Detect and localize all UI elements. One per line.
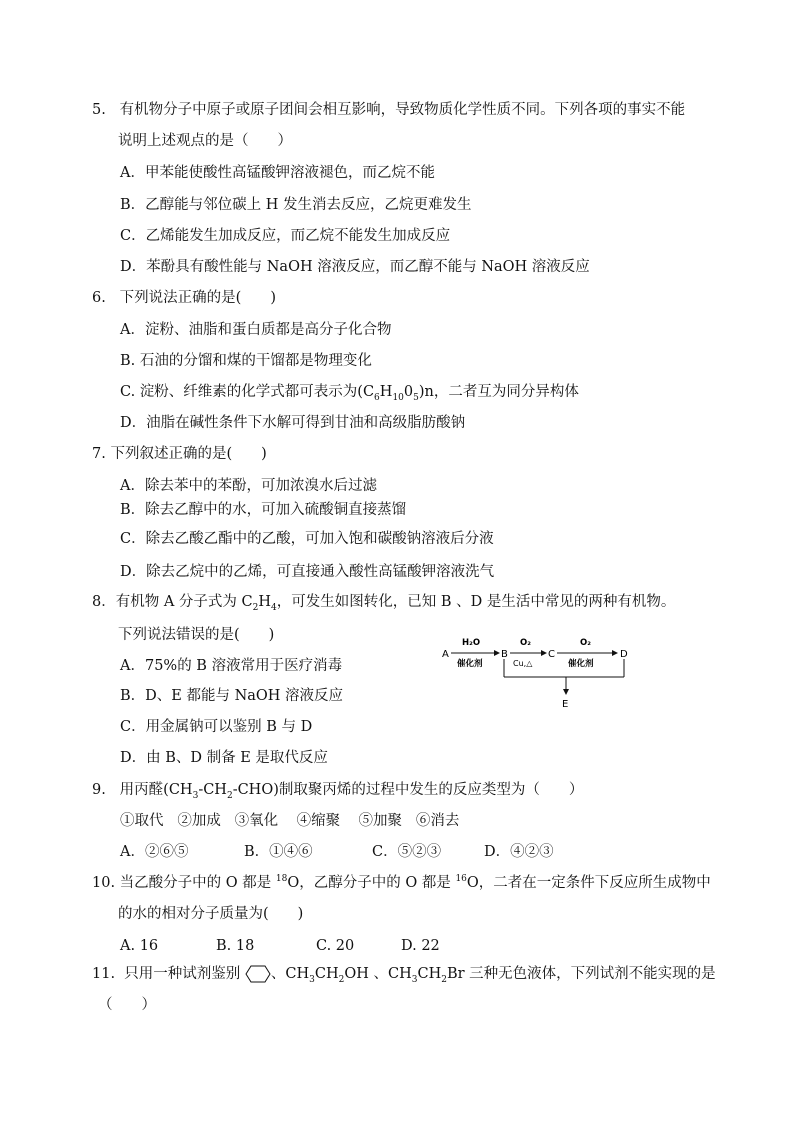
q11-stem-line2: （ ） [98,997,156,1013]
q10-number: 10. [92,875,116,891]
diagram-node-a: A [442,649,449,660]
diagram-r2-top: O₂ [520,638,531,648]
q9-stem-line: 9. 用丙醛$(CH_3-CH_2-CHO)$制取聚丙烯的过程中发生的反应类型为（ ） [92,782,584,801]
q9-option-b: B．①④⑥ [244,844,313,860]
q5-number: 5. [92,102,106,118]
q6-option-d: D．油脂在碱性条件下水解可得到甘油和高级脂肪酸钠 [120,415,466,431]
q6-stem: 下列说法正确的是( ) [119,290,276,306]
q10-option-a: A. 16 [120,938,159,954]
q7-stem-line: 7. 下列叙述正确的是( ) [92,446,267,462]
q8-stem-line2: 下列说法错误的是( ) [118,627,275,643]
q5-stem-line1 [92,101,685,119]
q6-stem-line [92,289,276,307]
q6-option-c: C. 淀粉、纤维素的化学式都可表示为$(C_6H_{10}0_5)n$，二者互为同分异构体 [120,384,579,403]
q9-type-5: ⑤加聚 [358,813,403,829]
arrow-to-e-head [563,689,569,695]
q8-option-d: D．由 B、D 制备 E 是取代反应 [120,750,328,766]
q8-option-a: A．75%的 B 溶液常用于医疗消毒 [120,658,343,674]
q10-option-b: B. 18 [216,938,255,954]
q11-stem-line1: 11. 只用一种试剂鉴别 、$CH_3CH_2OH$ 、$CH_3CH_2Br$ 三种无色液体，下列试剂不能实现的是 [92,966,716,985]
q10-stem-line2: 的水的相对分子质量为( ) [118,906,304,922]
q11-number: 11. [92,966,116,982]
q6-number: 6. [92,290,106,306]
benzene-ring-icon [245,965,271,983]
q9-reaction-types [120,812,459,830]
q9-type-4: ④缩聚 [296,813,341,829]
q9-option-a: A．②⑥⑤ [120,844,189,860]
diagram-node-d: D [620,649,628,660]
arrow-c-d-head [612,650,618,656]
q6-option-b: B. 石油的分馏和煤的干馏都是物理变化 [120,353,372,369]
q8-conversion-diagram [440,632,640,712]
diagram-r3-bottom: 催化剂 [568,659,594,669]
q8-stem-line1: 8．有机物 A 分子式为 $C_2H_4$，可发生如图转化，已知 B 、D 是生活中常见的两种有机物。 [92,594,676,613]
arrow-b-c-head [541,650,547,656]
diagram-node-e: E [562,699,569,710]
q9-number: 9. [92,782,106,798]
q10-stem-line1: 10. 当乙酸分子中的 O 都是 $^{18}$O，乙醇分子中的 O 都是 $^{16}$O，二者在一定条件下反应所生成物中 [92,874,711,891]
diagram-r2-bottom: Cu,△ [513,659,533,668]
q9-type-6: ⑥消去 [415,813,460,829]
diagram-r1-top: H₂O [462,638,481,648]
q6-option-a: A．淀粉、油脂和蛋白质都是高分子化合物 [120,322,392,338]
diagram-node-c: C [548,649,555,660]
q5-option-b: B．乙醇能与邻位碳上 H 发生消去反应，乙烷更难发生 [120,197,472,213]
q7-option-d: D．除去乙烷中的乙烯，可直接通入酸性高锰酸钾溶液洗气 [120,564,495,580]
diagram-node-b: B [501,649,508,660]
q8-option-c: C．用金属钠可以鉴别 B 与 D [120,719,313,735]
q10-option-d: D. 22 [401,938,440,954]
q9-type-3: ③氧化 [234,813,279,829]
q7-option-c: C．除去乙酸乙酯中的乙酸，可加入饱和碳酸钠溶液后分液 [120,531,494,547]
q9-type-2: ②加成 [177,813,221,829]
q5-option-d: D．苯酚具有酸性能与 NaOH 溶液反应，而乙醇不能与 NaOH 溶液反应 [120,259,590,275]
q7-option-a: A．除去苯中的苯酚，可加浓溴水后过滤 [120,478,377,494]
q5-option-a: A．甲苯能使酸性高锰酸钾溶液褪色，而乙烷不能 [120,165,435,181]
q9-option-c: C．⑤②③ [372,844,442,860]
arrow-a-b-head [494,650,500,656]
q9-option-d: D．④②③ [484,844,554,860]
q10-option-c: C. 20 [316,938,355,954]
q5-option-c: C．乙烯能发生加成反应，而乙烷不能发生加成反应 [120,228,451,244]
q7-option-b: B．除去乙醇中的水，可加入硫酸铜直接蒸馏 [120,502,407,518]
q5-stem-line2: 说明上述观点的是（ ） [118,133,292,149]
diagram-r3-top: O₂ [580,638,591,648]
diagram-r1-bottom: 催化剂 [457,659,483,669]
q9-type-1: ①取代 [120,813,164,829]
q8-option-b: B．D、E 都能与 NaOH 溶液反应 [120,688,344,704]
q5-stem: 有机物分子中原子或原子团间会相互影响，导致物质化学性质不同。下列各项的事实不能 [119,102,686,118]
